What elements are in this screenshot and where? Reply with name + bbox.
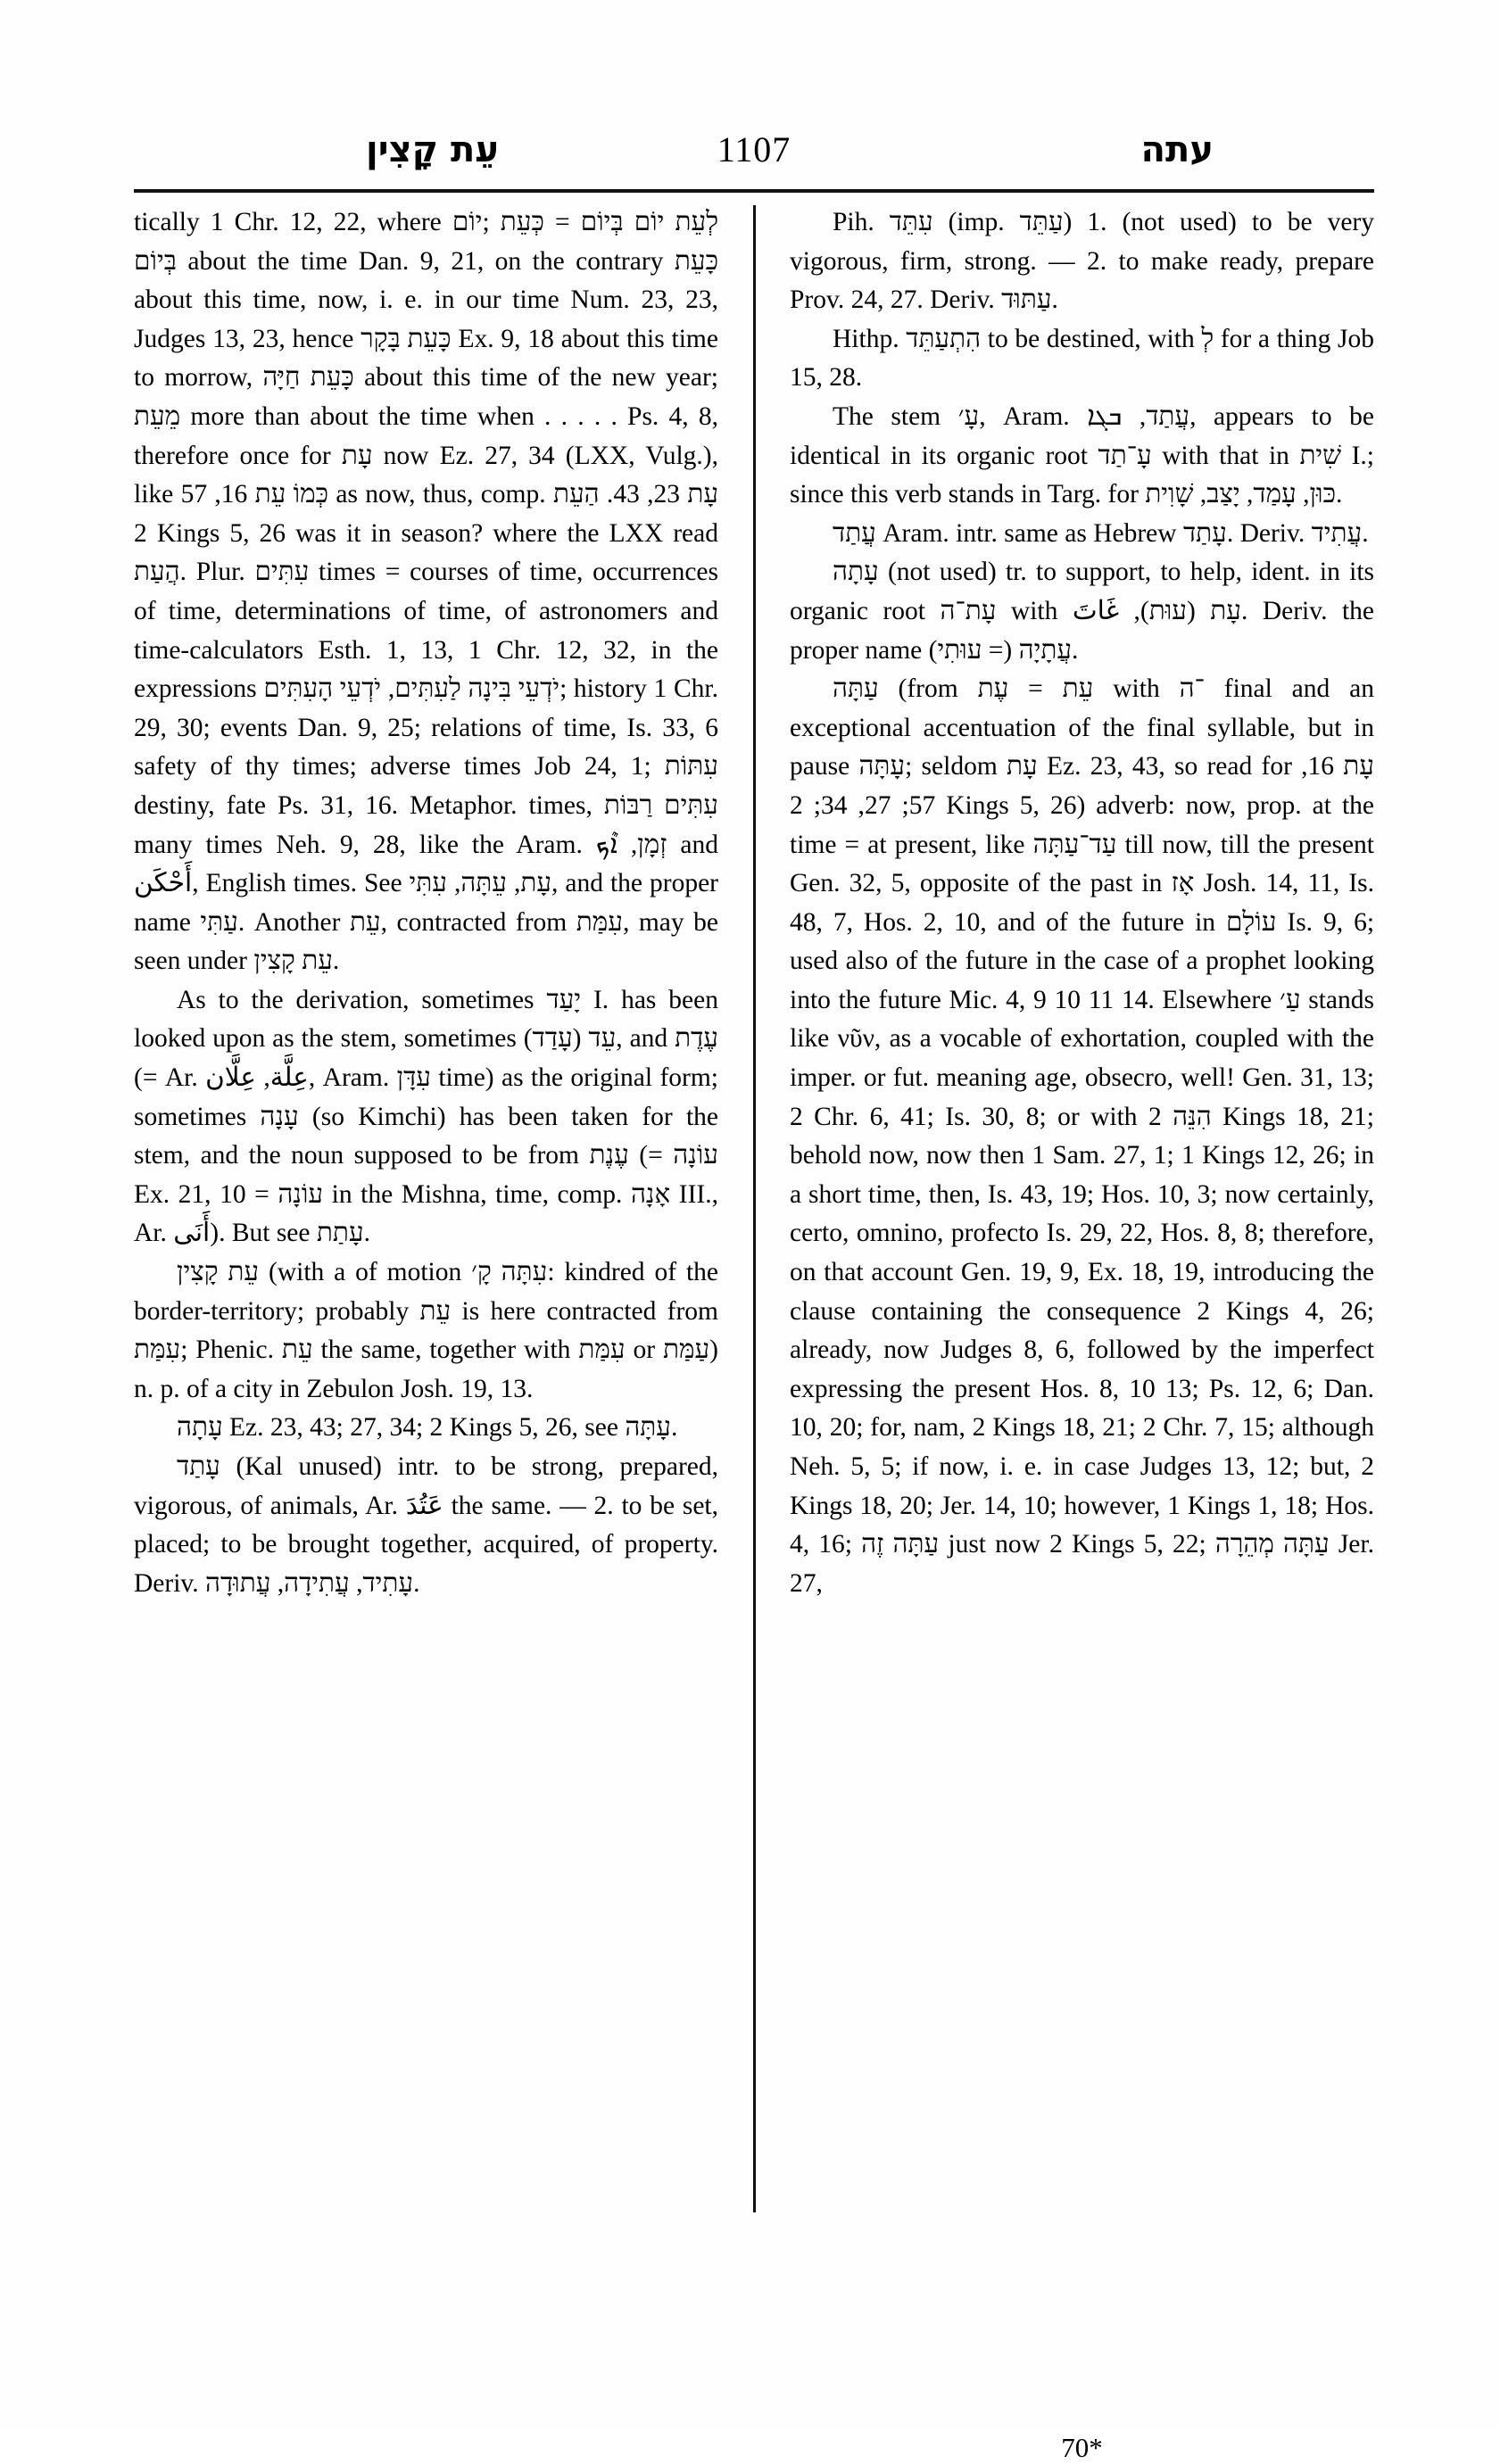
entry-paragraph: עֲתַד Aram. intr. same as Hebrew עָתַד. Deriv. עֲתִיד.	[833, 518, 1369, 548]
running-head	[134, 125, 1374, 187]
column-divider	[753, 205, 756, 2212]
entry-paragraph: Hithp. הִתְעַתֵּד to be destined, with לְ for a thing Job 15, 28.	[790, 324, 1374, 393]
entry-paragraph: The stem עָ׳, Aram. עֲתַד, ܒܓܐ, appears to be identical in its organic root עָ־תַד with that in שִׁית I.; since this verb stands in Targ. for כּוּן, עָמַד, יָצַב, שָׁוִית.	[790, 401, 1374, 509]
header-rule	[134, 189, 1374, 193]
sheet-signature: 70*	[1061, 2432, 1103, 2463]
right-column	[790, 203, 1374, 1603]
entry-paragraph: עָתָה (not used) tr. to support, to help, ident. in its organic root עָת־ה with עָת (עוּת), غَاتَ. Deriv. the proper name עֲתָיָה (= עוּתִי).	[790, 558, 1374, 665]
entry-paragraph: עַתָּה (from עֵת = עֶת with ־ה final and an exceptional accentuation of the final syllable, but in pause עָתָּה; seldom עָת Ez. 23, 43, so read for עָת 16, 57; 27, 34; 2 Kings 5, 26) adverb: now, prop. at the time = at present, like עַד־עַתָּה till now, till the present Gen. 32, 5, opposite of the past in אָז Josh. 14, 11, Is. 48, 7, Hos. 2, 10, and of the future in עוֹלָם Is. 9, 6; used also of the future in the case of a prophet looking into the future Mic. 4, 9 10 11 14. Elsewhere עַ׳ stands like νῦν, as a vocable of exhortation, coupled with the imper. or fut. meaning age, obsecro, well! Gen. 31, 13; 2 Chr. 6, 41; Is. 30, 8; or with הִנֵּה 2 Kings 18, 21; behold now, now then 1 Sam. 27, 1; 1 Kings 12, 26; in a short time, then, Is. 43, 19; Hos. 10, 3; now certainly, certo, omnino, profecto Is. 29, 22, Hos. 8, 8; therefore, on that account Gen. 19, 9, Ex. 18, 19, introducing the clause containing the consequence 2 Kings 4, 26; already, now Judges 8, 6, followed by the imperfect expressing the present Hos. 8, 10 13; Ps. 12, 6; Dan. 10, 20; for, nam, 2 Kings 18, 21; 2 Chr. 7, 15; although Neh. 5, 5; if now, i. e. in case Judges 13, 12; but, 2 Kings 18, 20; Jer. 14, 10; however, 1 Kings 1, 18; Hos. 4, 16; עַתָּה זֶה just now 2 Kings 5, 22; עַתָּה מְהֵרָה Jer. 27,	[790, 674, 1375, 1598]
left-column	[134, 203, 718, 1603]
entry-paragraph: עָתַד (Kal unused) intr. to be strong, prepared, vigorous, of animals, Ar. عَتُدَ the same. — 2. to be set, placed; to be brought together, acquired, of property. Deriv. עָתִיד, עֲתִידָה, עֲתוּדָה.	[134, 1452, 719, 1598]
page-number: 1107	[717, 129, 791, 170]
entry-paragraph: Pih. עִתֵּד (imp. עַתֵּד) 1. (not used) to be very vigorous, firm, strong. — 2. to make ready, prepare Prov. 24, 27. Deriv. עַתּוּד.	[790, 208, 1375, 315]
running-head-right-entry: עתה	[1140, 129, 1214, 170]
entry-paragraph: עֵת קָצִין (with a of motion עִתָּה קָ׳: kindred of the border-territory; probably עֵת is here contracted from עִמַּת; Phenic. עֵת the same, together with עִמַּת or עַמַּת) n. p. of a city in Zebulon Josh. 19, 13.	[134, 1258, 719, 1403]
running-head-left-entry: עֵת קָצִין	[366, 129, 499, 170]
entry-paragraph: tically 1 Chr. 12, 22, where לְעֵת יוֹם בְּיוֹם = כְּעֵת ;יוֹם בְּיוֹם about the time Dan. 9, 21, on the contrary כָּעֵת about this time, now, i. e. in our time Num. 23, 23, Judges 13, 23, hence כָּעֵת בָּקָר Ex. 9, 18 about this time to morrow, כָּעֵת חַיָּה about this time of the new year; מֵעֵת more than about the time when . . . . . Ps. 4, 8, therefore once for עָת now Ez. 27, 34 (LXX, Vulg.), like כְּמוֹ עֵת 16, 57 as now, thus, comp. עָת 23, 43. הַעֵת 2 Kings 5, 26 was it in season? where the LXX read הֲעַת. Plur. עִתִּים times = courses of time, occurrences of time, determinations of time, of astronomers and time-calculators Esth. 1, 13, 1 Chr. 12, 32, in the expressions יֹדְעֵי בִּינָה לַעִתִּים, יֹדְעֵי הָעִתִּים; history 1 Chr. 29, 30; events Dan. 9, 25; relations of time, Is. 33, 6 safety of thy times; adverse times Job 24, 1; עִתּוֹת destiny, fate Ps. 31, 16. Metaphor. times, עִתִּים רַבּוֹת many times Neh. 9, 28, like the Aram. זְמָן, ܐܶܟ and أَحْكَن, English times. See עָת, עֵתָּה, עִתִּי, and the proper name עַתִּי. Another עֵת, contracted from עִמַּת, may be seen under עֵת קָצִין.	[134, 208, 719, 976]
text-body	[134, 203, 1375, 2463]
entry-paragraph: As to the derivation, sometimes יָעַד I. has been looked upon as the stem, sometimes עֵד (עָדַד), and עֶדֶת (= Ar. عِلَّة, عِلَّان, Aram. עִדָּן time) as the original form; sometimes עָנָה (so Kimchi) has been taken for the stem, and the noun supposed to be from עֶנֶת (= עוֹנָה Ex. 21, 10 = עוֹנָה in the Mishna, time, comp. אָנָה III., Ar. أَنَى). But see עָתַת.	[134, 985, 719, 1248]
entry-paragraph: עָתָה Ez. 23, 43; 27, 34; 2 Kings 5, 26, see עָתָּה.	[177, 1413, 678, 1443]
